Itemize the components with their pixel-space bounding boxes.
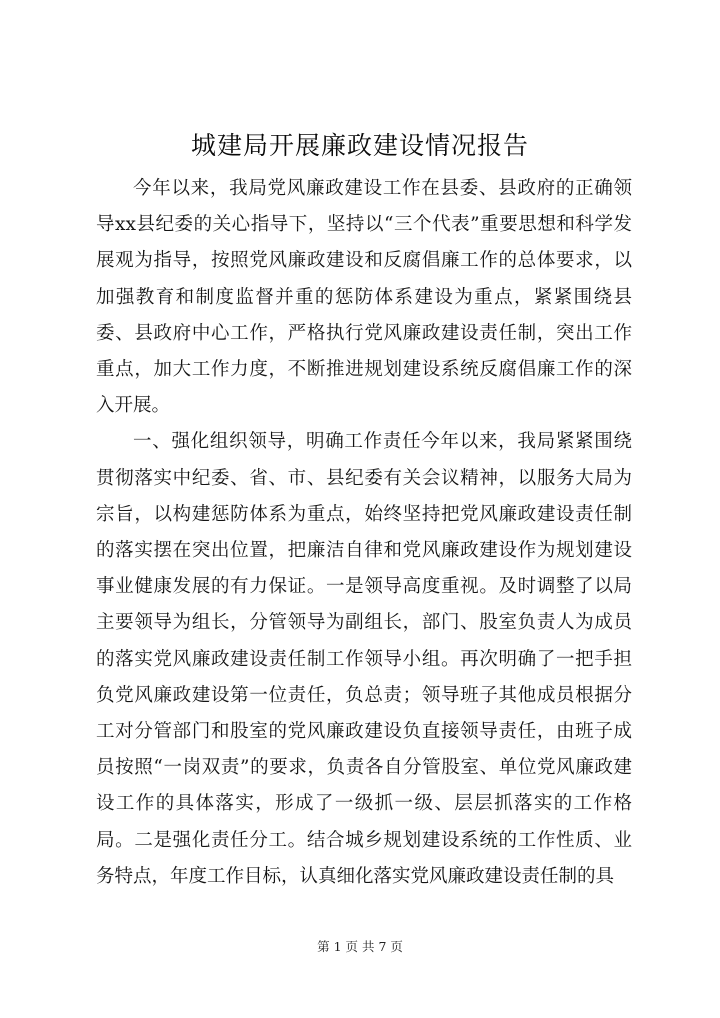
page-number-footer: 第 1 页 共 7 页 (317, 939, 403, 954)
paragraph-section-one: 一、强化组织领导，明确工作责任今年以来，我局紧紧围绕贯彻落实中纪委、省、市、县纪委有关会议精神，以服务大局为宗旨，以构建惩防体系为重点，始终坚持把党风廉政建设责任制的落实摆在突出位置，把廉洁自律和党风廉政建设作为规划建设事业健康发展的有力保证。一是领导高度重视。及时调整了以局主要领导为组长，分管领导为副组长，部门、股室负责人为成员的落实党风廉政建设责任制工作领导小组。再次明确了一把手担负党风廉政建设第一位责任，负总责；领导班子其他成员根据分工对分管部门和股室的党风廉政建设负直接领导责任，由班子成员按照“一岗双责”的要求，负责各自分管股室、单位党风廉政建设工作的具体落实，形成了一级抓一级、层层抓落实的工作格局。二是强化责任分工。结合城乡规划建设系统的工作性质、业务特点，年度工作目标，认真细化落实党风廉政建设责任制的具 (96, 431, 632, 887)
document-body (96, 171, 632, 895)
document-title: 城建局开展廉政建设情况报告 (190, 131, 529, 160)
paragraph-intro: 今年以来，我局党风廉政建设工作在县委、县政府的正确领导xx县纪委的关心指导下，坚持以“三个代表”重要思想和科学发展观为指导，按照党风廉政建设和反腐倡廉工作的总体要求，以加强教育和制度监督并重的惩防体系建设为重点，紧紧围绕县委、县政府中心工作，严格执行党风廉政建设责任制，突出工作重点，加大工作力度，不断推进规划建设系统反腐倡廉工作的深入开展。 (96, 178, 632, 417)
